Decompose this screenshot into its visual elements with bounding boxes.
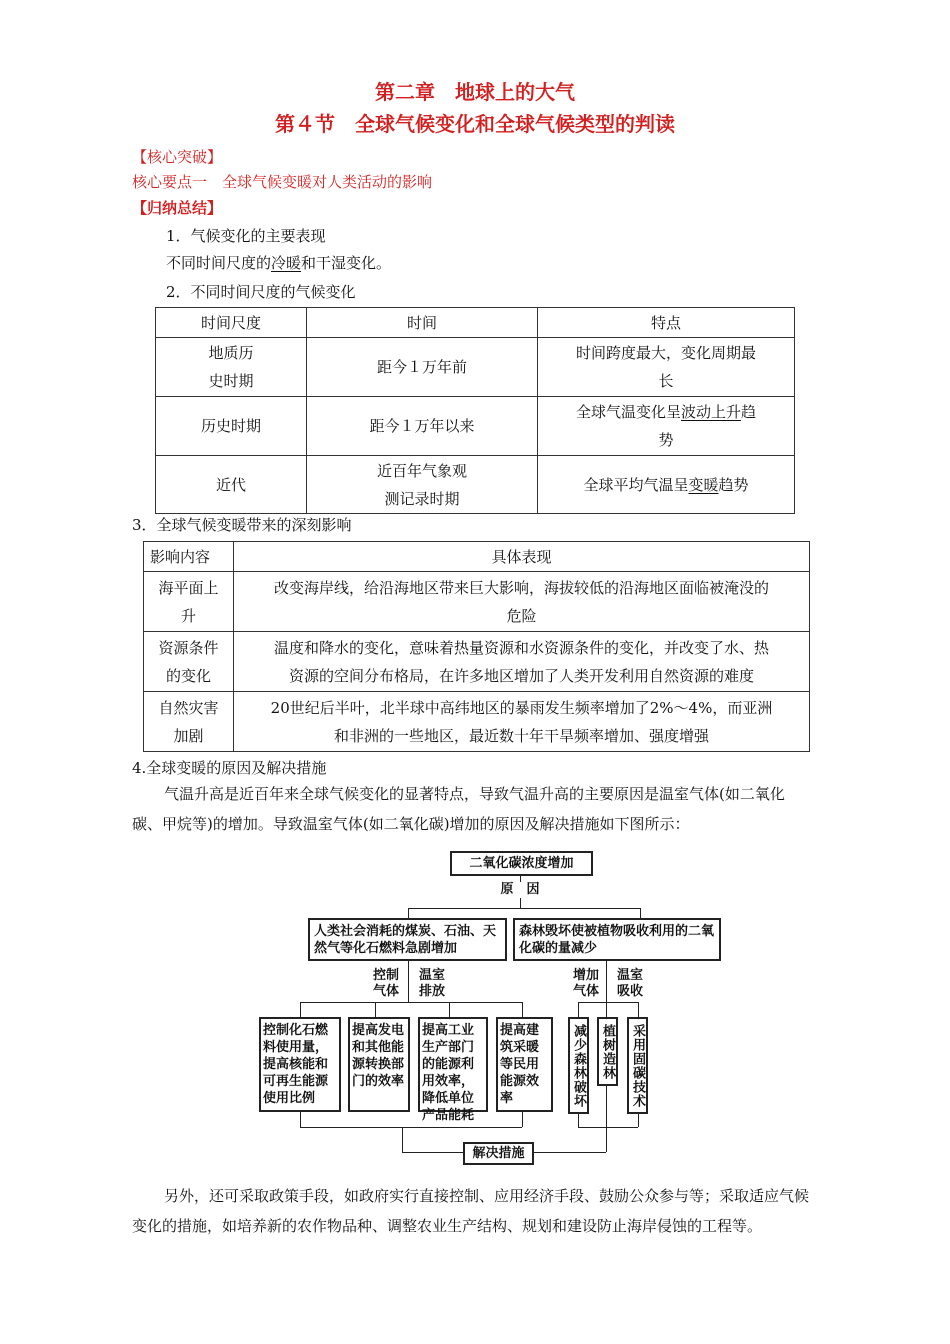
label-control: 控制 气体: [372, 968, 399, 999]
core-breakthrough-label: 【核心突破】: [132, 148, 223, 166]
label-absorb: 温室 吸收: [616, 968, 643, 999]
table-cell: 近百年气象观 测记录时期: [307, 456, 538, 514]
closing-paragraph: 另外，还可采取政策手段，如政府实行直接控制、应用经济手段、鼓励公众参与等；采取适应气候变化的措施，如培养新的农作物品种、调整农业生产结构、规划和建设防止海岸侵蚀的工程等。: [132, 1187, 810, 1235]
header-cell: 时间: [307, 308, 538, 338]
table-cell: 地质历 史时期: [156, 338, 307, 397]
summary-label: 【归纳总结】: [132, 199, 223, 217]
header-cell: 时间尺度: [156, 308, 307, 338]
table-cell: 近代: [156, 456, 307, 514]
table-cell: 改变海岸线，给沿海地区带来巨大影响，海拔较低的沿海地区面临被淹没的 危险: [234, 572, 810, 632]
cause-right-box: 森林毁坏使被植物吸收利用的二氧化碳的量减少: [513, 918, 721, 961]
solution-box: 解决措施: [463, 1142, 534, 1165]
table-cell: 距今１万年以来: [307, 397, 538, 456]
table-cell: 资源条件 的变化: [144, 632, 234, 692]
measure-box: 提高建筑采暖等民用能源效率: [496, 1017, 553, 1112]
table-cell: 全球平均气温呈变暖趋势: [538, 456, 795, 514]
measure-box-vertical: 植树造林: [597, 1017, 618, 1086]
measure-box: 提高发电和其他能源转换部门的效率: [348, 1017, 410, 1112]
item1-text: 不同时间尺度的冷暖和干湿变化。: [166, 254, 392, 272]
reason-label: 原 因: [472, 882, 568, 898]
table-cell: 温度和降水的变化，意味着热量资源和水资源条件的变化，并改变了水、热 资源的空间分布格局，在许多地区增加了人类开发利用自然资源的难度: [234, 632, 810, 692]
item4-heading: 4.全球变暖的原因及解决措施: [132, 759, 327, 777]
table-cell: 自然灾害 加剧: [144, 692, 234, 752]
cause-left-box: 人类社会消耗的煤炭、石油、天然气等化石燃料急剧增加: [308, 918, 507, 961]
table-cell: 全球气温变化呈波动上升趋 势: [538, 397, 795, 456]
measure-box: 提高工业生产部门的能源利用效率，降低单位产品能耗: [418, 1017, 488, 1112]
header-cell: 影响内容: [144, 542, 234, 572]
table-cell: 距今１万年前: [307, 338, 538, 397]
measure-box-vertical: 减少森林破坏: [568, 1017, 589, 1114]
table-cell: 海平面上 升: [144, 572, 234, 632]
table-cell: 历史时期: [156, 397, 307, 456]
measure-box: 控制化石燃料使用量，提高核能和可再生能源使用比例: [259, 1017, 341, 1112]
header-cell: 特点: [538, 308, 795, 338]
table-cell: 20世纪后半叶，北半球中高纬地区的暴雨发生频率增加了2%～4%，而亚洲 和非洲的一些地区，最近数十年干旱频率增加、强度增强: [234, 692, 810, 752]
measure-box-vertical: 采用固碳技术: [627, 1017, 648, 1114]
header-cell: 具体表现: [234, 542, 810, 572]
diagram-top-box: 二氧化碳浓度增加: [450, 851, 593, 876]
table-cell: 时间跨度最大，变化周期最 长: [538, 338, 795, 397]
item2-heading: 2．不同时间尺度的气候变化: [166, 283, 356, 301]
section-title: 第４节 全球气候变化和全球气候类型的判读: [275, 112, 675, 136]
label-increase: 增加 气体: [572, 968, 599, 999]
item1-heading: 1．气候变化的主要表现: [166, 227, 326, 245]
item3-heading: 3．全球气候变暖带来的深刻影响: [132, 516, 352, 534]
label-emission: 温室 排放: [418, 968, 445, 999]
item4-paragraph: 气温升高是近百年来全球气候变化的显著特点，导致气温升高的主要原因是温室气体(如二氧化碳、甲烷等)的增加。导致温室气体(如二氧化碳)增加的原因及解决措施如下图所示：: [132, 785, 785, 833]
key-point-heading: 核心要点一 全球气候变暖对人类活动的影响: [132, 173, 433, 191]
chapter-title: 第二章 地球上的大气: [375, 80, 575, 104]
